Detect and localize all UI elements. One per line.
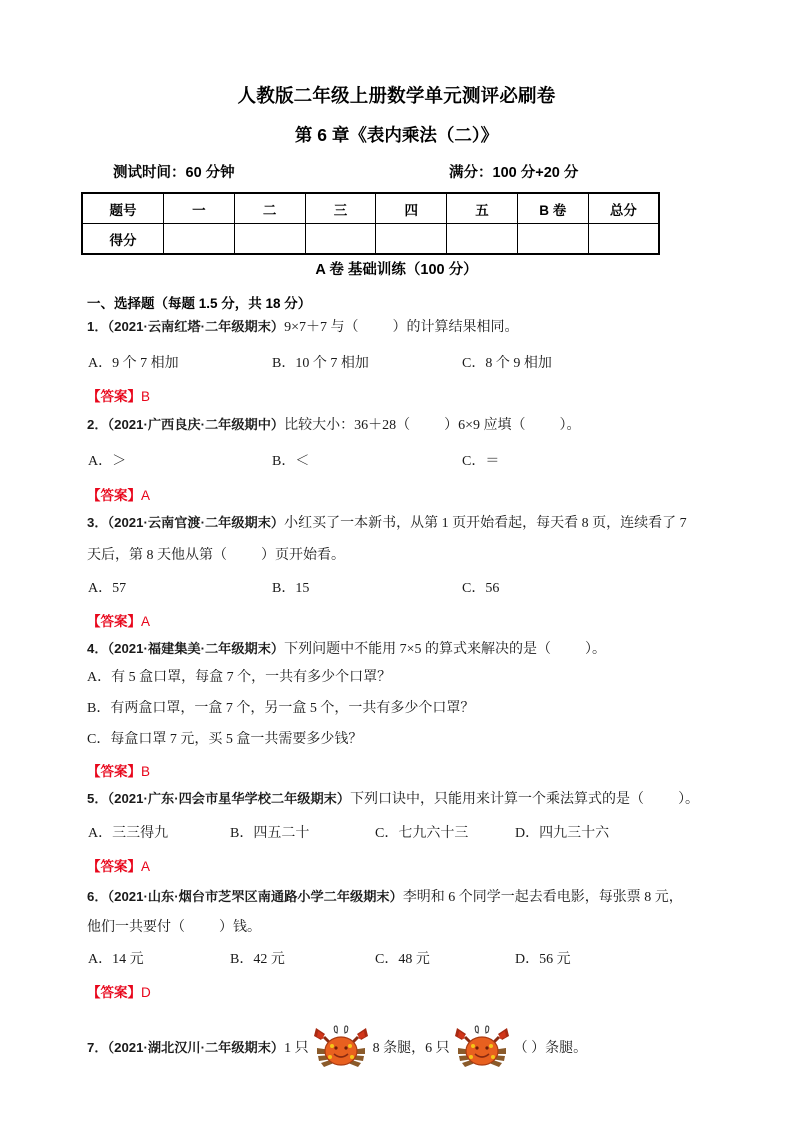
option-6-a[interactable]: A．14 元 — [88, 952, 144, 967]
question-4-text-b: ）。 — [585, 642, 607, 657]
question-1-text-a: 9×7＋7 与（ — [284, 320, 359, 335]
question-7 — [87, 1024, 709, 1073]
score-col-2: 二 — [234, 193, 305, 224]
option-4-a[interactable]: A．有 5 盒口罩，每盒 7 个，一共有多少个口罩？ — [87, 670, 392, 685]
option-5-d[interactable]: D．四九三十六 — [515, 826, 610, 841]
question-6-line2 — [87, 916, 709, 939]
question-3-line2-b: ）页开始看。 — [261, 548, 345, 563]
score-cell-7[interactable] — [588, 224, 659, 255]
score-cell-4[interactable] — [376, 224, 447, 255]
option-2-a[interactable]: A．＞ — [88, 454, 127, 469]
question-6-options — [87, 948, 709, 970]
answer-4-value: B — [141, 764, 151, 779]
test-time-label: 测试时间：60 分钟 — [113, 165, 235, 181]
score-col-1: 一 — [164, 193, 235, 224]
question-4-source: （2021·福建集美·二年级期末） — [107, 641, 285, 656]
answer-6 — [87, 981, 151, 1001]
score-table — [81, 192, 660, 255]
score-col-4: 四 — [376, 193, 447, 224]
score-col-6: B 卷 — [517, 193, 588, 224]
question-2-source: （2021·广西良庆·二年级期中） — [107, 417, 285, 432]
option-2-b[interactable]: B．＜ — [272, 454, 310, 469]
option-4-b[interactable]: B．有两盒口罩，一盒 7 个，另一盒 5 个，一共有多少个口罩？ — [87, 701, 475, 716]
crab-icon-2 — [452, 1024, 512, 1072]
answer-5-tag: 【答案】 — [87, 859, 141, 874]
question-7-text-a: 1 只 — [284, 1041, 309, 1056]
question-2-number: 2． — [87, 417, 108, 432]
question-1-number: 1． — [87, 319, 108, 334]
score-cell-5[interactable] — [447, 224, 518, 255]
score-cell-2[interactable] — [234, 224, 305, 255]
score-col-5: 五 — [447, 193, 518, 224]
option-6-d[interactable]: D．56 元 — [515, 952, 571, 967]
question-6-text-a: 李明和 6 个同学一起去看电影，每张票 8 元， — [402, 890, 683, 905]
answer-1-value: B — [141, 389, 151, 404]
score-col-3: 三 — [305, 193, 376, 224]
option-6-c[interactable]: C．48 元 — [375, 952, 430, 967]
option-4-c[interactable]: C．每盒口罩 7 元，买 5 盒一共需要多少钱？ — [87, 732, 363, 747]
answer-3-value: A — [141, 614, 151, 629]
full-score-label: 满分：100 分+20 分 — [449, 165, 579, 181]
answer-2 — [87, 484, 150, 504]
table-row-score — [82, 224, 659, 255]
answer-3-tag: 【答案】 — [87, 614, 141, 629]
option-6-b[interactable]: B．42 元 — [230, 952, 285, 967]
score-table-row-label: 题号 — [82, 193, 164, 224]
score-cell-3[interactable] — [305, 224, 376, 255]
question-5 — [87, 788, 709, 811]
question-3-text-a: 小红买了一本新书，从第 1 页开始看起，每天看 8 页，连续看了 7 — [284, 516, 687, 531]
option-3-c[interactable]: C．56 — [462, 581, 500, 596]
question-5-source: （2021·广东·四会市星华学校二年级期末） — [107, 791, 351, 806]
question-7-number: 7． — [87, 1040, 108, 1055]
question-6-line2-a: 他们一共要付（ — [87, 920, 185, 935]
question-4-options — [87, 662, 709, 755]
question-4 — [87, 638, 709, 661]
option-5-a[interactable]: A．三三得九 — [88, 826, 169, 841]
question-6-line2-b: ）钱。 — [219, 920, 261, 935]
question-1-options — [87, 352, 709, 374]
question-4-number: 4． — [87, 641, 108, 656]
question-5-text-a: 下列口诀中，只能用来计算一个乘法算式的是（ — [350, 792, 645, 807]
answer-1 — [87, 385, 150, 405]
chapter-subtitle: 第 6 章《表内乘法（二）》 — [294, 125, 499, 145]
question-2-text-a: 比较大小：36＋28（ — [284, 418, 411, 433]
option-1-b[interactable]: B．10 个 7 相加 — [272, 356, 369, 371]
question-5-text-b: ）。 — [678, 792, 700, 807]
question-6-number: 6． — [87, 889, 108, 904]
question-3-line2-a: 天后，第 8 天他从第（ — [87, 548, 227, 563]
question-3-source: （2021·云南官渡·二年级期末） — [107, 515, 285, 530]
paper-section-label: A 卷 基础训练（100 分） — [315, 262, 478, 278]
question-2-options — [87, 450, 709, 472]
question-4-text-a: 下列问题中不能用 7×5 的算式来解决的是（ — [284, 642, 552, 657]
question-1-text-b: ）的计算结果相同。 — [392, 320, 519, 335]
question-2 — [87, 414, 709, 437]
option-3-a[interactable]: A．57 — [88, 581, 127, 596]
score-cell-1[interactable] — [164, 224, 235, 255]
question-2-text-c: ）。 — [559, 418, 581, 433]
question-3 — [87, 512, 709, 535]
question-3-number: 3． — [87, 515, 108, 530]
question-7-source: （2021·湖北汉川·二年级期末） — [107, 1040, 285, 1055]
answer-5-value: A — [141, 859, 151, 874]
table-row-header — [82, 193, 659, 224]
answer-2-value: A — [141, 488, 151, 503]
score-cell-6[interactable] — [517, 224, 588, 255]
page-title: 人教版二年级上册数学单元测评必刷卷 — [237, 85, 556, 106]
answer-2-tag: 【答案】 — [87, 488, 141, 503]
question-2-text-b: ）6×9 应填（ — [444, 418, 526, 433]
option-2-c[interactable]: C．＝ — [462, 454, 500, 469]
option-5-c[interactable]: C．七九六十三 — [375, 826, 469, 841]
section-heading: 一、选择题（每题 1.5 分，共 18 分） — [87, 296, 312, 311]
question-1 — [87, 316, 709, 339]
answer-5 — [87, 855, 150, 875]
option-1-c[interactable]: C．8 个 9 相加 — [462, 356, 552, 371]
question-5-number: 5． — [87, 791, 108, 806]
option-3-b[interactable]: B．15 — [272, 581, 310, 596]
question-6 — [87, 886, 709, 909]
question-7-text-b: 8 条腿，6 只 — [372, 1041, 450, 1056]
question-7-text-c: （ ）条腿。 — [513, 1041, 588, 1056]
answer-6-tag: 【答案】 — [87, 985, 141, 1000]
answer-1-tag: 【答案】 — [87, 389, 141, 404]
question-5-options — [87, 822, 709, 844]
question-3-line2 — [87, 544, 709, 567]
answer-4 — [87, 760, 150, 780]
option-1-a[interactable]: A．9 个 7 相加 — [88, 356, 179, 371]
question-6-source: （2021·山东·烟台市芝罘区南通路小学二年级期末） — [107, 889, 403, 904]
answer-4-tag: 【答案】 — [87, 764, 141, 779]
score-table-row-label-2: 得分 — [82, 224, 164, 255]
question-3-options — [87, 577, 709, 599]
option-5-b[interactable]: B．四五二十 — [230, 826, 310, 841]
answer-3 — [87, 610, 150, 630]
score-col-7: 总分 — [588, 193, 659, 224]
crab-icon — [311, 1024, 371, 1072]
question-1-source: （2021·云南红塔·二年级期末） — [107, 319, 285, 334]
answer-6-value: D — [141, 985, 151, 1000]
